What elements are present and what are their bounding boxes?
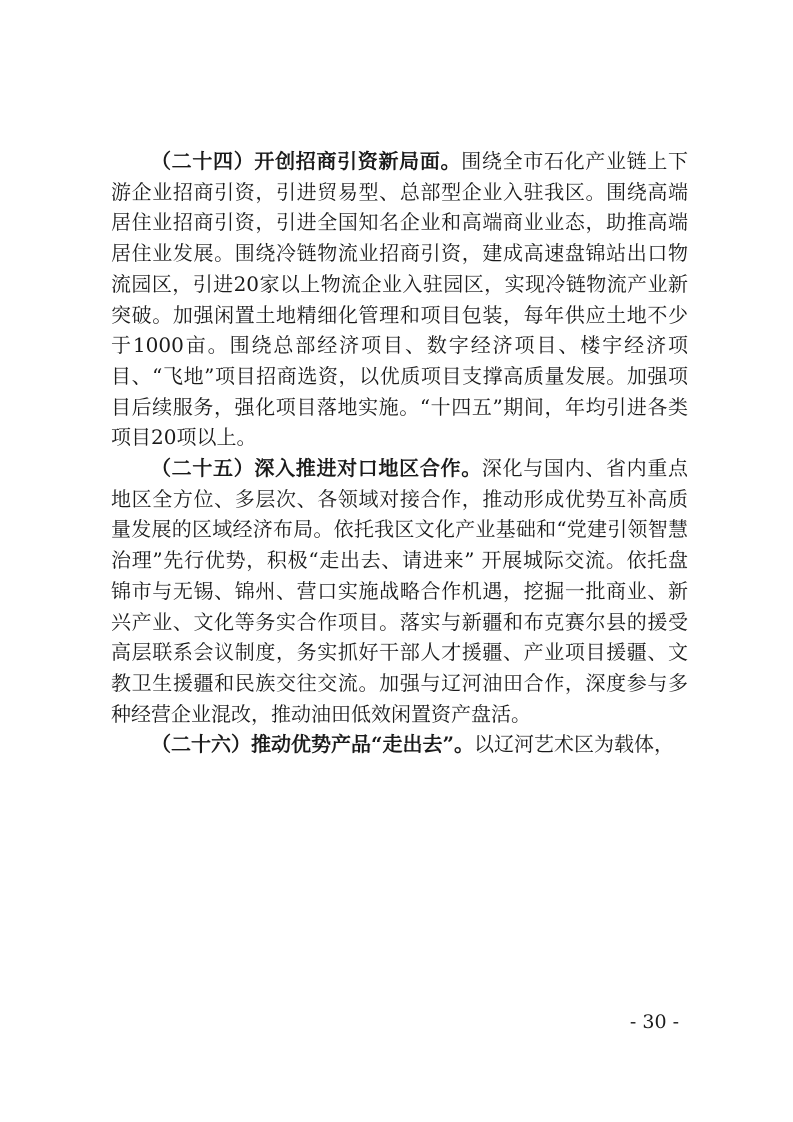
page-number: - 30 - (629, 1011, 679, 1033)
paragraph-24-heading: （二十四）开创招商引资新局面。 (151, 149, 462, 173)
paragraph-26-heading: （二十六）推动优势产品“走出去”。 (151, 732, 475, 757)
paragraph-26-body: 以辽河艺术区为载体， (474, 732, 675, 757)
body-text (111, 146, 688, 760)
paragraph-24 (111, 146, 688, 453)
paragraph-25-heading: （二十五）深入推进对口地区合作。 (151, 456, 482, 481)
paragraph-25 (111, 453, 688, 729)
paragraph-26 (111, 729, 688, 760)
paragraph-24-body: 围绕全市石化产业链上下游企业招商引资，引进贸易型、总部型企业入驻我区。围绕高端居住业招商引资，引进全国知名企业和高端商业业态，助推高端居住业发展。围绕冷链物流业招商引资，建成高速盘锦站出口物流园区，引进20家以上物流企业入驻园区，实现冷链物流产业新突破。加强闲置土地精细化管理和项目包装，每年供应土地不少于1000亩。围绕总部经济项目、数字经济项目、楼宇经济项目、“飞地”项目招商选资，以优质项目支撑高质量发展。加强项目后续服务，强化项目落地实施。“十四五”期间，年均引进各类项目20项以上。 (111, 149, 689, 450)
paragraph-25-body: 深化与国内、省内重点地区全方位、多层次、各领域对接合作，推动形成优势互补高质量发展的区域经济布局。依托我区文化产业基础和“党建引领智慧治理”先行优势，积极“走出去、请进来” 开展城际交流。依托盘锦市与无锡、锦州、营口实施战略合作机遇，挖掘一批商业、新兴产业、文化等务实合作项目。落实与新疆和布克赛尔县的援受高层联系会议制度，务实抓好干部人才援疆、产业项目援疆、文教卫生援疆和民族交往交流。加强与辽河油田合作，深度参与多种经营企业混改，推动油田低效闲置资产盘活。 (111, 456, 689, 726)
